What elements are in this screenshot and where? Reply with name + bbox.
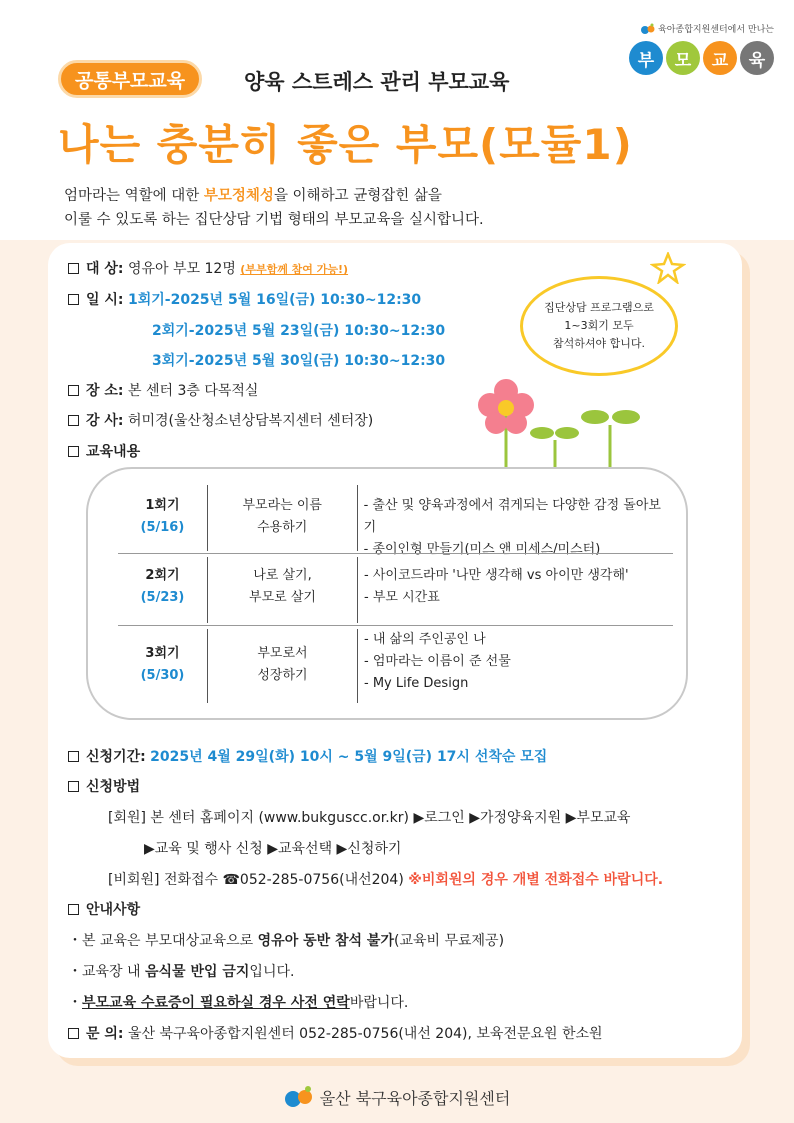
curriculum-table [86,467,688,720]
contact-row [68,1023,603,1043]
brand-circle: 부 [629,41,663,75]
target-value: 영유아 부모 12명 [127,261,236,277]
nonmember-method [108,869,663,889]
session-title: 부모로서 [257,646,308,661]
session-number: 2회기 [145,568,180,583]
brand-logo [614,22,774,75]
brand-circle: 모 [666,41,700,75]
lecturer-label: 강 사: [86,413,124,429]
page-title: 나는 충분히 좋은 부모(모듈1) [58,120,633,169]
date-row-3 [152,350,445,370]
checkbox-icon [68,751,79,762]
date-label: 일 시: [86,292,124,308]
brand-circles [614,41,774,75]
session-cell [118,557,208,623]
notice-item [68,961,294,981]
lecturer-value: 허미경(울산청소년상담복지센터 센터장) [127,413,374,429]
brand-tagline-text: 육아종합지원센터에서 만나는 [658,25,774,35]
notice-text: (교육비 무료제공) [393,933,505,949]
brand-tagline [614,22,774,35]
bubble-line: 참석하셔야 합니다. [552,337,645,350]
date-row-2 [152,320,445,340]
session-date: 3회기-2025년 5월 30일(금) 10:30~12:30 [152,353,446,369]
session-item: - 엄마라는 이름이 준 선물 [364,654,511,669]
session-title: 부모라는 이름 [242,498,322,513]
contact-value: 울산 북구육아종합지원센터 052-285-0756(내선 204), 보육전문요원 한소원 [127,1026,603,1042]
bubble-line: 집단상담 프로그램으로 [544,301,654,314]
member-method-cont: ▶교육 및 행사 신청 ▶교육선택 ▶신청하기 [144,841,402,857]
content-label: 교육내용 [86,444,141,460]
title-cell [208,557,358,623]
notice-item [68,992,408,1012]
program-subtitle: 양육 스트레스 관리 부모교육 [244,70,510,94]
session-date-cell: (5/16) [140,520,185,535]
target-label: 대 상: [86,261,124,277]
session-number: 1회기 [145,498,180,513]
target-note: (부부함께 참여 가능!) [240,263,349,276]
session-item: - 사이코드라마 '나만 생각해 vs 아이만 생각해' [364,568,629,583]
category-tag: 공통부모교육 [58,60,202,98]
intro-text-part: 을 이해하고 균형잡힌 삶을 [273,188,442,204]
session-date-cell: (5/23) [140,590,185,605]
notice-emphasis: 부모교육 수료증이 필요하실 경우 사전 연락 [82,995,350,1011]
table-row [118,629,673,703]
session-item: - 부모 시간표 [364,590,440,605]
attendance-bubble [520,276,678,376]
lecturer-row [68,410,373,430]
checkbox-icon [68,294,79,305]
notice-text: 바랍니다. [349,995,409,1011]
place-row [68,380,258,400]
notice-emphasis: 영유아 동반 참석 불가 [257,933,394,949]
session-title: 나로 살기, [253,568,312,583]
content-row [68,441,140,461]
checkbox-icon [68,446,79,457]
method-row [68,776,140,796]
title-cell [208,629,358,703]
checkbox-icon [68,385,79,396]
period-row [68,746,547,766]
intro-text-part: 엄마라는 역할에 대한 [64,188,204,204]
date-row [68,289,421,309]
star-icon [650,252,686,284]
intro-text [64,184,484,232]
notice-label: 안내사항 [86,902,141,918]
footer [0,1085,794,1109]
footer-org: 울산 북구육아종합지원센터 [319,1088,511,1108]
notice-emphasis: 음식물 반입 금지 [145,964,250,980]
checkbox-icon [68,781,79,792]
table-divider [118,625,673,626]
session-item: - 출산 및 양육과정에서 겪게되는 다양한 감정 돌아보기 [363,498,661,535]
notice-row [68,899,140,919]
place-label: 장 소: [86,383,124,399]
session-item: - My Life Design [364,676,469,691]
method-label: 신청방법 [86,779,141,795]
target-row [68,258,348,278]
session-date: 2회기-2025년 5월 23일(금) 10:30~12:30 [152,323,446,339]
checkbox-icon [68,1028,79,1039]
session-date-cell: (5/30) [140,668,185,683]
bubble-line: 1~3회기 모두 [564,319,634,332]
items-cell [358,557,629,623]
notice-item [68,930,504,950]
session-title: 성장하기 [257,668,308,683]
session-title: 수용하기 [257,520,308,535]
member-method: [회원] 본 센터 홈페이지 (www.bukguscc.or.kr) ▶로그인 ▶가정양육지원 ▶부모교육 [108,810,631,826]
nonmember-text: [비회원] 전화접수 ☎052-285-0756(내선204) [108,872,409,888]
notice-text: ・교육장 내 [68,964,145,980]
nonmember-note: ※비회원의 경우 개별 전화접수 바랍니다. [408,872,664,888]
table-row [118,485,673,557]
session-item: - 내 삶의 주인공인 나 [364,632,486,647]
flower-sprout-illustration [470,375,650,470]
checkbox-icon [68,415,79,426]
session-date: 1회기-2025년 5월 16일(금) 10:30~12:30 [127,292,422,308]
checkbox-icon [68,904,79,915]
session-cell [118,485,208,551]
brand-circle: 교 [703,41,737,75]
table-divider [118,553,673,554]
intro-line-2: 이룰 수 있도록 하는 집단상담 기법 형태의 부모교육을 실시합니다. [64,212,484,228]
intro-highlight: 부모정체성 [203,188,274,204]
items-cell [358,629,511,703]
center-logo-icon [284,1085,314,1109]
place-value: 본 센터 3층 다목적실 [127,383,259,399]
table-row [118,557,673,623]
title-cell [208,485,358,551]
session-number: 3회기 [145,646,180,661]
brand-circle: 육 [740,41,774,75]
notice-text: ・ [68,995,82,1011]
notice-text: ・본 교육은 부모대상교육으로 [68,933,258,949]
period-label: 신청기간: [86,749,146,765]
session-cell [118,629,208,703]
notice-text: 입니다. [249,964,295,980]
period-value: 2025년 4월 29일(화) 10시 ~ 5월 9일(금) 17시 선착순 모집 [150,749,548,765]
center-logo-icon [641,23,655,35]
items-cell [358,485,673,557]
checkbox-icon [68,263,79,274]
contact-label: 문 의: [86,1026,124,1042]
session-item: - 종이인형 만들기(미스 앤 미세스/미스터) [363,542,601,557]
session-title: 부모로 살기 [249,590,316,605]
